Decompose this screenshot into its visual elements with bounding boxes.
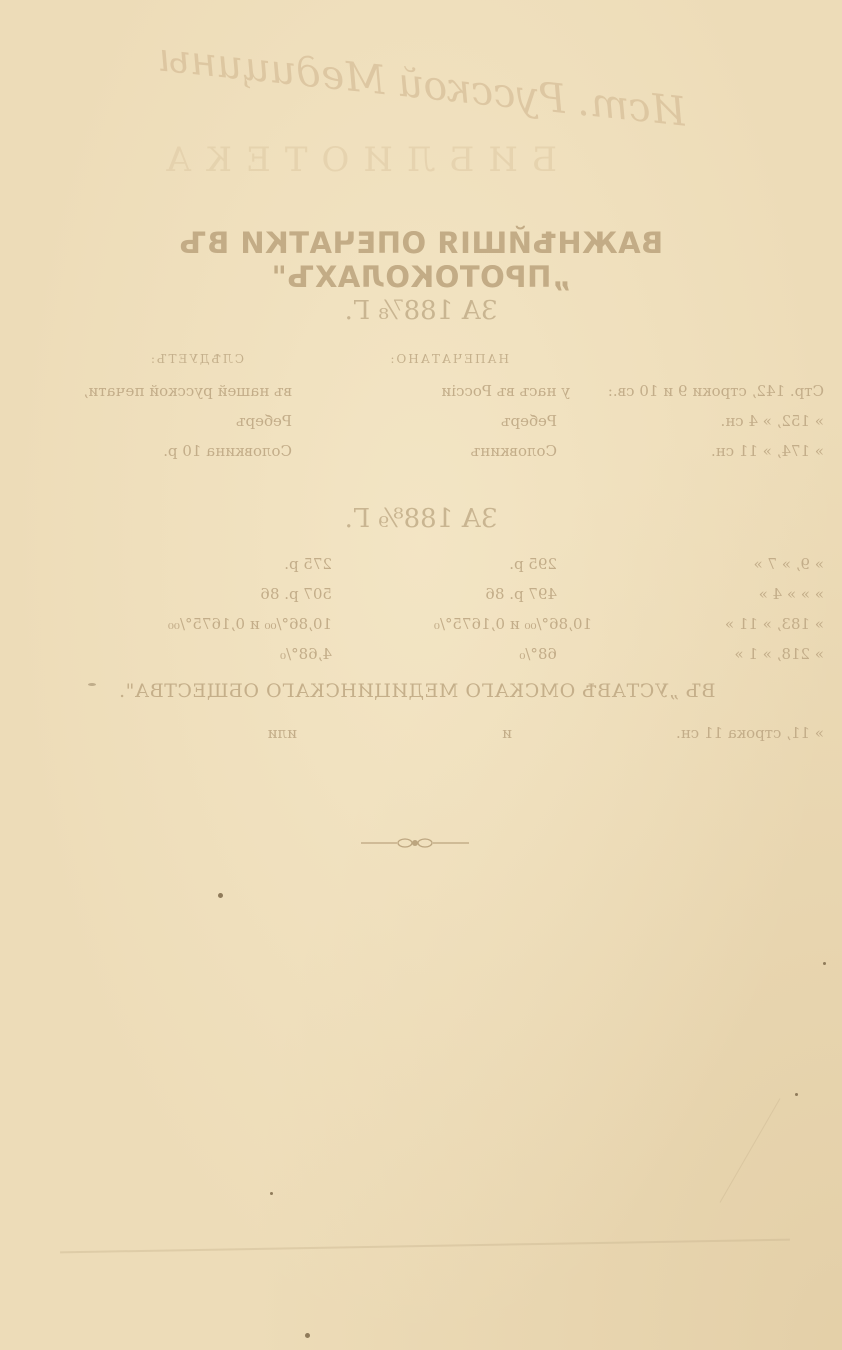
row-should-read: Соловкина 10 р. — [163, 442, 292, 460]
row-printed: у насъ въ Россіи — [441, 382, 570, 400]
paper-speck — [88, 683, 96, 686]
row-printed: 497 р. 86 — [485, 585, 557, 603]
ornament-divider — [359, 832, 471, 854]
column-header-should-read: СЛѢДУЕТЪ: — [148, 352, 244, 366]
row-location: » » » 4 » — [758, 585, 824, 603]
row-location: » 183, » 11 » — [724, 615, 824, 633]
errata-row — [0, 442, 842, 466]
errata-row — [0, 412, 842, 436]
row-printed: и — [502, 724, 512, 742]
handwritten-note: Ист. Русской Медицины — [155, 34, 689, 136]
year-heading-1: ЗА 188⁷⁄₈ Г. — [344, 296, 498, 326]
stamp-ghost: БИБЛИОТЕКА — [151, 140, 557, 180]
column-header-printed: НАПЕЧАТАНО: — [388, 352, 509, 366]
row-printed: Соловкинъ — [470, 442, 557, 460]
section-heading-charter: ВЪ „УСТАВѢ ОМСКАГО МЕДИЦИНСКАГО ОБЩЕСТВА". — [118, 680, 716, 702]
row-should-read: въ нашей русской печати, — [83, 382, 292, 400]
row-should-read: или — [267, 724, 297, 742]
row-should-read: 10,86°/₀₀ и 0,1675°/₀₀ — [167, 615, 332, 633]
paper-speck — [270, 1192, 273, 1195]
row-location: » 174, » 11 сн. — [710, 442, 824, 460]
row-printed: 10,86°/₀₀ и 0,1675°/₀ — [433, 615, 592, 633]
row-location: » 9, » 7 » — [753, 555, 824, 573]
errata-row — [0, 615, 842, 639]
paper-speck — [823, 962, 826, 965]
errata-row — [0, 555, 842, 579]
errata-row — [0, 645, 842, 669]
paper-speck — [218, 893, 223, 898]
row-location: Стр. 142, строки 9 и 10 св.: — [607, 382, 824, 400]
errata-row — [0, 724, 842, 748]
year-heading-2: ЗА 188⁸⁄₉ Г. — [344, 504, 498, 534]
row-printed: Реберъ — [500, 412, 557, 430]
row-location: » 11, строка 11 сн. — [675, 724, 824, 742]
row-should-read: 4,68°/₀ — [280, 645, 332, 663]
paper-speck — [305, 1333, 310, 1338]
row-should-read: 507 р. 86 — [260, 585, 332, 603]
row-should-read: Реберъ — [235, 412, 292, 430]
errata-row — [0, 382, 842, 406]
row-location: » 152, » 4 сн. — [720, 412, 824, 430]
row-printed: 295 р. — [509, 555, 557, 573]
errata-row — [0, 585, 842, 609]
row-location: » 218, » 1 » — [734, 645, 824, 663]
row-printed: 68°/₀ — [519, 645, 557, 663]
row-should-read: 275 р. — [284, 555, 332, 573]
page-title: ВАЖНѢЙШІЯ ОПЕЧАТКИ ВЪ „ПРОТОКОЛАХЪ" — [178, 226, 664, 294]
paper-speck — [795, 1093, 798, 1096]
